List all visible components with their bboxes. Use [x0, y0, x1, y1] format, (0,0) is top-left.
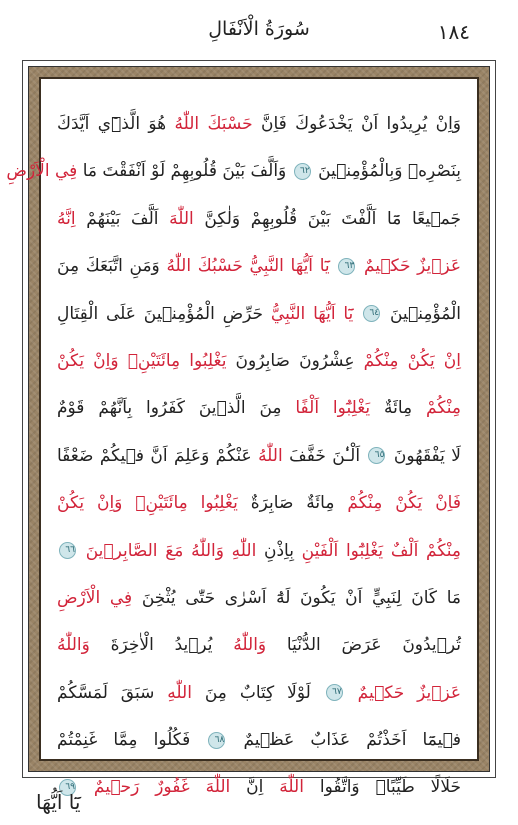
highlighted-text: يَغْلِبُوا مِائَتَيْنِۚ وَاِنْ يَكُنْ — [57, 493, 238, 514]
ornamental-border — [6, 66, 490, 798]
verse-text: مَا كَانَ لِنَبِيٍّ اَنْ يَكُونَ لَهُٓ اَسْرٰى حَتّٰى يُثْخِنَ — [132, 587, 461, 608]
verse-line — [57, 196, 461, 243]
verse-text: يُر۪يدُ الْاٰخِرَةَ — [89, 635, 234, 656]
highlighted-text: حَسْبَكَ اللّٰهُ — [174, 114, 253, 134]
verse-line — [57, 575, 461, 622]
highlighted-text: اللّٰهَ — [279, 777, 304, 798]
highlighted-text: اِنَّهُ — [57, 208, 76, 229]
verse-line — [57, 528, 461, 575]
verse-text: الْمُؤْمِن۪ينَ — [382, 303, 461, 324]
verse-line — [57, 243, 461, 290]
catchword: يَٓا اَيُّهَا — [36, 790, 81, 814]
highlighted-text: فِي الْاَرْضِ — [6, 161, 78, 182]
highlighted-text: فِي الْاَرْضِ — [57, 587, 133, 608]
highlighted-text: اللّٰهِ — [167, 682, 192, 703]
highlighted-text: يَغْلِبُٓوا اَلْفًا — [295, 398, 371, 419]
highlighted-text: مِنْكُمْ — [426, 398, 461, 419]
verse-text: لَوْلَا كِتَابٌ مِنَ — [191, 682, 324, 703]
ayah-number-marker: ٦٥ — [368, 447, 385, 464]
verse-line — [57, 717, 461, 764]
surah-title: سُورَةُ الْاَنْفَالِ — [208, 18, 310, 40]
verse-text: جَم۪يعًا مَٓا اَلَّفْتَ بَيْنَ قُلُوبِهِمْ وَلٰكِنَّ — [193, 208, 461, 229]
ayah-number-marker: ٦٦ — [59, 542, 76, 559]
ayah-number-marker: ٦٤ — [363, 305, 380, 322]
verse-line — [57, 480, 461, 527]
verse-line — [57, 433, 461, 480]
verse-text: وَاَلَّفَ بَيْنَ قُلُوبِهِمْ لَوْ اَنْفَقْتَ مَا — [77, 161, 292, 182]
highlighted-text: اللّٰهَ — [169, 208, 194, 229]
highlighted-text: يَغْلِبُوا مِائَتَيْنِۚ وَاِنْ يَكُنْ — [57, 350, 227, 371]
verse-text: ف۪يمَٓا اَخَذْتُمْ عَذَابٌ عَظ۪يمٌ — [227, 730, 461, 751]
ayah-number-marker: ٦٩ — [59, 779, 76, 796]
verse-text: مِائَةٌ صَابِرَةٌ — [237, 493, 348, 514]
verse-text: بِنَصْرِه۪ وَبِالْمُؤْمِن۪ينَ — [312, 161, 461, 182]
highlighted-text: مِنْكُمْ اَلْفٌ يَغْلِبُٓوا اَلْفَيْنِ — [301, 540, 461, 561]
verse-text: عَنْكُمْ وَعَلِمَ اَنَّ ف۪يكُمْ ضَعْفًا — [57, 445, 259, 466]
highlighted-text: اللّٰهَ غَفُورٌ رَح۪يمٌ — [78, 777, 231, 798]
verse-text: فَكُلُوا مِمَّا غَنِمْتُمْ — [57, 730, 207, 751]
highlighted-text: مَعَ الصَّابِر۪ينَ — [78, 540, 192, 561]
page-frame — [6, 60, 496, 798]
verse-line — [57, 385, 461, 432]
page-number: ١٨٤ — [437, 20, 470, 44]
verse-line — [57, 622, 461, 669]
verse-text: اِنَّ — [230, 777, 280, 798]
verse-line — [57, 291, 461, 338]
verse-text: هُوَ الَّذ۪ٓي اَيَّدَكَ — [57, 114, 175, 134]
text-block — [6, 77, 479, 798]
highlighted-text: وَاللّٰهُ — [57, 635, 90, 656]
verse-text: حَرِّضِ الْمُؤْمِن۪ينَ عَلَى الْقِتَالِ — [57, 303, 271, 324]
verse-text: وَمَنِ اتَّبَعَكَ مِنَ — [57, 256, 167, 277]
verse-line — [6, 148, 461, 195]
verse-text: لَا يَفْقَهُونَ — [387, 445, 461, 466]
verse-text: بِاِذْنِ — [256, 540, 302, 561]
highlighted-text: عَز۪يزٌ حَك۪يمٌ — [357, 256, 461, 277]
verse-text: مِائَةٌ — [370, 398, 427, 419]
highlighted-text: يَٓا اَيُّهَا النَّبِيُّ حَسْبُكَ اللّٰهُ — [166, 256, 337, 277]
verse-text: تُر۪يدُونَ عَرَضَ الدُّنْيَا — [266, 635, 461, 656]
ayah-number-marker: ٦٧ — [326, 684, 343, 701]
verse-text: سَبَقَ لَمَسَّكُمْ — [57, 682, 168, 703]
highlighted-text: وَاللّٰهُ — [233, 635, 267, 656]
verse-text: عِشْرُونَ صَابِرُونَ — [226, 350, 364, 371]
verse-line — [57, 101, 461, 148]
highlighted-text: يَٓا اَيُّهَا النَّبِيُّ — [270, 303, 362, 324]
verse-line — [57, 764, 461, 811]
verse-text: وَاِنْ يُرِيدُوا اَنْ يَخْدَعُوكَ فَاِنَّ — [252, 114, 462, 134]
verse-line — [57, 670, 461, 717]
verse-lines — [6, 101, 462, 812]
ayah-number-marker: ٦٢ — [294, 163, 311, 180]
highlighted-text: اللّٰهِ — [231, 540, 257, 561]
highlighted-text: فَاِنْ يَكُنْ مِنْكُمْ — [347, 493, 461, 514]
highlighted-text: اِنْ يَكُنْ مِنْكُمْ — [363, 350, 462, 371]
ayah-number-marker: ٦٨ — [208, 732, 225, 749]
verse-text: حَلَالًا طَيِّبًاۘ وَاتَّقُوا — [303, 777, 461, 798]
verse-text: اَلَّفَ بَيْنَهُمْ — [75, 208, 170, 229]
verse-line — [57, 338, 461, 385]
verse-text: مِنَ الَّذ۪ينَ كَفَرُوا بِاَنَّهُمْ قَوْمٌ — [57, 398, 296, 419]
highlighted-text: عَز۪يزٌ حَك۪يمٌ — [344, 682, 461, 703]
verse-text: اَلْـٰٔنَ خَفَّفَ — [282, 445, 367, 466]
highlighted-text: اللّٰهُ — [258, 445, 283, 466]
ayah-number-marker: ٦٣ — [338, 258, 355, 275]
highlighted-text: وَاللّٰهُ — [191, 540, 232, 561]
